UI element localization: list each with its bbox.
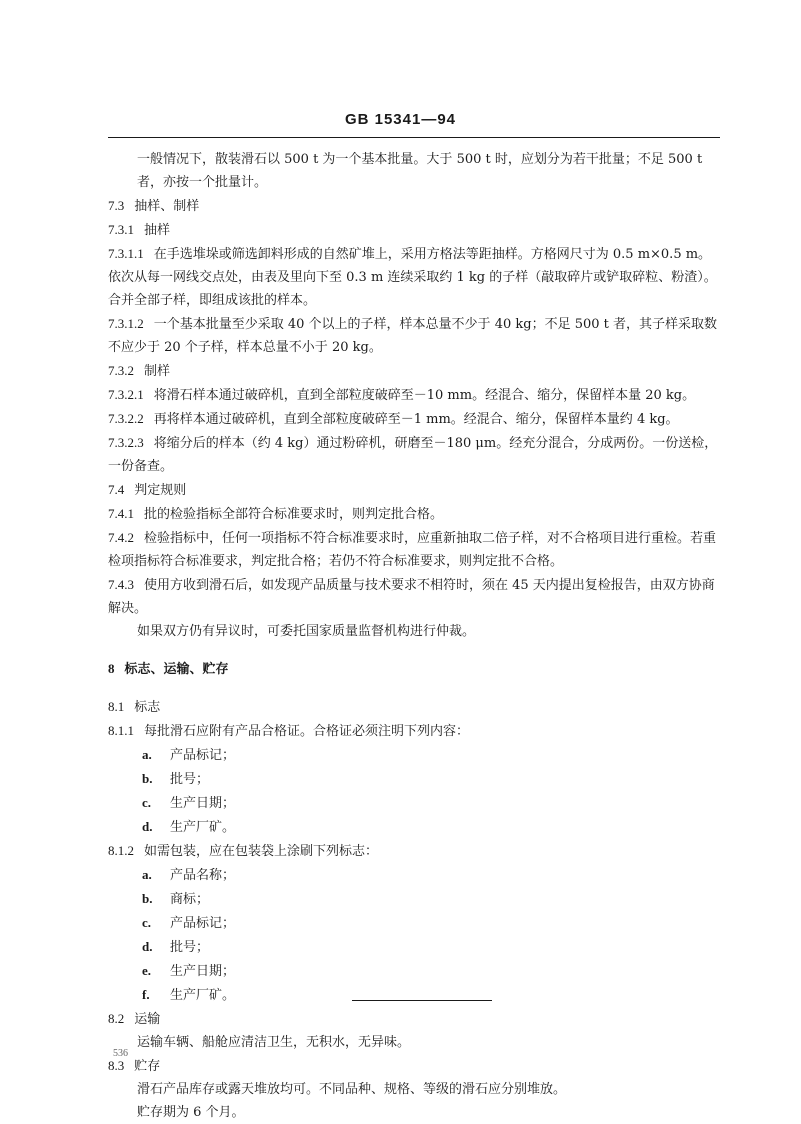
clause-number: 7.3.2.1 [108,387,144,402]
clause-number: 7.3.2 [108,363,134,378]
clause-text: 如需包装，应在包装袋上涂刷下列标志： [144,844,379,859]
page-number: 536 [113,1048,128,1059]
list-item [142,743,723,767]
list-item [142,959,723,983]
clause-number: 7.4.1 [108,506,134,521]
clause-text: 在手选堆垛或筛选卸料形成的自然矿堆上，采用方格法等距抽样。方格网尺寸为 0.5 m×0.5 m。依次从每一网线交点处，由表及里向下至 0.3 m 连续采取约 1 kg 的子样（敲取碎片或铲取碎粒、粉渣）。合并全部子样，即组成该批的样本。 [108,247,717,308]
clause-8-1-1 [108,719,723,743]
heading-8-1 [108,695,723,719]
list-marker: d. [142,939,153,954]
clause-number: 8.1 [108,699,125,714]
clause-7-3-1-1 [108,242,723,312]
clause-7-3-2-1 [108,383,723,407]
clause-text: 使用方收到滑石后，如发现产品质量与技术要求不相符时，须在 45 天内提出复检报告，由双方协商解决。 [108,578,715,616]
list-text: 批号； [170,772,210,787]
section-title: 标志、运输、贮存 [124,662,229,677]
list-marker: f. [142,987,150,1002]
list-marker: d. [142,819,153,834]
clause-number: 7.3.1.2 [108,316,144,331]
page-body [108,148,723,1124]
clause-title: 抽样 [144,223,171,238]
list-text: 生产日期； [170,796,236,811]
list-text: 生产厂矿。 [170,988,236,1003]
clause-text: 每批滑石应附有产品合格证。合格证必须注明下列内容： [144,724,470,739]
section-8-heading [108,657,723,681]
clause-number: 7.3.2.3 [108,435,144,450]
clause-7-4-1 [108,502,723,526]
packaging-mark-list [108,863,723,1007]
end-rule [352,1000,492,1001]
list-text: 生产日期； [170,964,236,979]
list-text: 商标； [170,892,210,907]
list-item [142,911,723,935]
list-marker: a. [142,867,152,882]
list-text: 产品标记； [170,916,236,931]
heading-7-3-2 [108,359,723,383]
clause-text: 一个基本批量至少采取 40 个以上的子样，样本总量不少于 40 kg；不足 500 t 者，其子样采取数不应少于 20 个子样，样本总量不小于 20 kg。 [108,317,717,355]
clause-number: 7.3.1 [108,222,134,237]
paragraph-batch-size: 一般情况下，散装滑石以 500 t 为一个基本批量。大于 500 t 时，应划分为若干批量；不足 500 t 者，亦按一个批量计。 [137,152,703,190]
heading-7-3 [108,194,723,218]
clause-title: 抽样、制样 [134,199,200,214]
list-text: 批号； [170,940,210,955]
list-item [142,935,723,959]
list-text: 生产厂矿。 [170,820,236,835]
clause-7-3-2-3 [108,431,723,478]
heading-7-3-1 [108,218,723,242]
clause-title: 标志 [134,700,161,715]
clause-text: 批的检验指标全部符合标准要求时，则判定批合格。 [144,507,444,522]
list-text: 产品标记； [170,748,236,763]
list-item [142,791,723,815]
list-item [142,983,723,1007]
header-rule [108,137,720,138]
clause-number: 7.3.2.2 [108,411,144,426]
clause-7-4-3 [108,573,723,620]
clause-number: 7.4.3 [108,577,134,592]
list-marker: e. [142,963,152,978]
clause-number: 8.1.1 [108,723,134,738]
clause-7-3-1-2 [108,312,723,359]
heading-8-3 [108,1054,723,1078]
list-marker: b. [142,771,153,786]
list-marker: c. [142,915,152,930]
clause-number: 8.2 [108,1011,125,1026]
document-header: GB 15341—94 [344,111,457,128]
clause-text: 再将样本通过破碎机，直到全部粒度破碎至－1 mm。经混合、缩分，保留样本量约 4 kg。 [153,412,679,427]
clause-text: 检验指标中，任何一项指标不符合标准要求时，应重新抽取二倍子样，对不合格项目进行重检。若重检项指标符合标准要求，判定批合格；若仍不符合标准要求，则判定批不合格。 [108,531,717,569]
clause-number: 7.4 [108,482,125,497]
clause-number: 7.4.2 [108,530,134,545]
list-marker: c. [142,795,152,810]
paragraph-arbitration: 如果双方仍有异议时，可委托国家质量监督机构进行仲裁。 [137,624,476,639]
heading-7-4 [108,478,723,502]
list-marker: a. [142,747,152,762]
list-item [142,815,723,839]
list-text: 产品名称； [170,868,236,883]
clause-title: 判定规则 [134,483,187,498]
clause-7-4-2 [108,526,723,573]
list-item [142,887,723,911]
transport-paragraph: 运输车辆、船舱应清洁卫生，无积水，无异味。 [137,1035,411,1050]
storage-period: 贮存期为 6 个月。 [137,1105,245,1120]
clause-title: 运输 [134,1012,161,1027]
clause-number: 8.3 [108,1058,125,1073]
clause-number: 7.3.1.1 [108,246,144,261]
section-number: 8 [108,661,115,676]
clause-7-3-2-2 [108,407,723,431]
clause-text: 将滑石样本通过破碎机，直到全部粒度破碎至－10 mm。经混合、缩分，保留样本量 20 kg。 [153,388,696,403]
clause-title: 贮存 [134,1059,161,1074]
clause-text: 将缩分后的样本（约 4 kg）通过粉碎机，研磨至－180 μm。经充分混合，分成两份。一份送检，一份备查。 [108,436,718,474]
clause-number: 8.1.2 [108,843,134,858]
heading-8-2 [108,1007,723,1031]
clause-title: 制样 [144,364,171,379]
clause-8-1-2 [108,839,723,863]
clause-number: 7.3 [108,198,125,213]
storage-paragraph: 滑石产品库存或露天堆放均可。不同品种、规格、等级的滑石应分别堆放。 [137,1082,567,1097]
certificate-content-list [108,743,723,839]
list-item [142,767,723,791]
list-marker: b. [142,891,153,906]
list-item [142,863,723,887]
